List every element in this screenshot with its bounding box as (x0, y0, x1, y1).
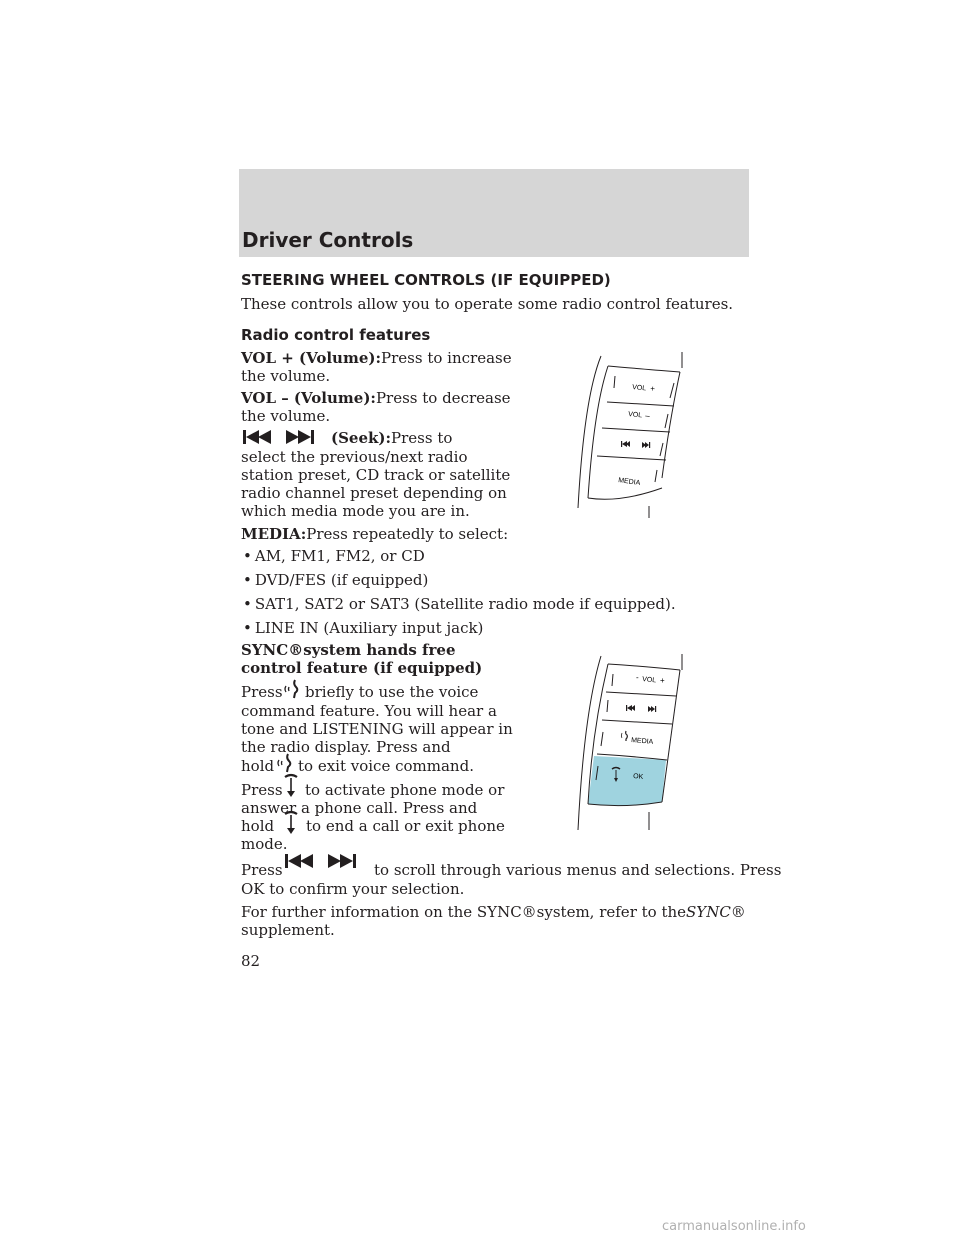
seek-text: Press to (391, 429, 453, 447)
vol-down-line-2: the volume. (241, 407, 331, 425)
bullet-symbol: • (243, 571, 252, 589)
bullet-text: SAT1, SAT2 or SAT3 (Satellite radio mode if equipped). (254, 595, 676, 613)
phone-line-4: mode. (241, 835, 288, 853)
voice-line-3: tone and LISTENING will appear in (241, 720, 513, 738)
phone-icon (283, 772, 299, 798)
seek-label: (Seek): (331, 429, 392, 447)
scroll-line-2: OK to confirm your selection. (241, 880, 465, 898)
media-label: MEDIA: (241, 525, 307, 543)
seek-line-1 (331, 429, 452, 447)
vol-up-plus: + (649, 384, 656, 394)
section-heading: STEERING WHEEL CONTROLS (IF EQUIPPED) (241, 271, 611, 289)
bullet-text: AM, FM1, FM2, or CD (254, 547, 425, 565)
phone-line-3b: to end a call or exit phone (306, 817, 505, 835)
seek-line-3: station preset, CD track or satellite (241, 466, 511, 484)
phone-line-1a: Press (241, 781, 283, 799)
seek-buttons-icon (626, 705, 656, 712)
further-line-2: supplement. (241, 921, 335, 939)
radio-controls-figure (570, 348, 690, 520)
sync-vol-plus: + (660, 676, 665, 685)
bullet-symbol: • (243, 619, 252, 637)
voice-line-5b: to exit voice command. (298, 757, 474, 775)
scroll-line-1b: to scroll through various menus and selections. Press (374, 861, 782, 879)
voice-line-1a: Press (241, 683, 283, 701)
section-intro: These controls allow you to operate some radio control features. (241, 295, 734, 313)
voice-line-2: command feature. You will hear a (241, 702, 497, 720)
ok-button-label: OK (632, 773, 644, 781)
media-text: Press repeatedly to select: (306, 525, 509, 543)
sync-heading-2: control feature (if equipped) (241, 659, 483, 677)
seek-icon (284, 852, 368, 870)
vol-down-minus: – (644, 411, 651, 421)
sync-media-label: MEDIA (630, 737, 654, 746)
voice-line-4: the radio display. Press and (241, 738, 451, 756)
ok-button-highlight (588, 756, 666, 806)
radio-heading: Radio control features (241, 326, 431, 344)
further-line-1 (241, 903, 746, 921)
vol-up-line-1 (241, 349, 512, 367)
vol-up-button-label: VOL (631, 384, 647, 393)
voice-icon (283, 678, 303, 700)
phone-line-3a: hold (241, 817, 275, 835)
vol-down-label: VOL – (Volume): (241, 389, 376, 407)
voice-line-5a: hold (241, 757, 275, 775)
list-item (243, 619, 483, 637)
list-item (243, 547, 425, 565)
sync-vol-minus: - (636, 673, 639, 682)
sync-heading-1: SYNC®system hands free (241, 641, 456, 659)
bullet-symbol: • (243, 595, 252, 613)
sync-controls-figure (570, 652, 690, 832)
seek-line-2: select the previous/next radio (241, 448, 468, 466)
phone-icon (283, 809, 299, 835)
seek-line-4: radio channel preset depending on (241, 484, 507, 502)
sync-supplement-title: SYNC® (686, 903, 746, 921)
phone-line-1b: to activate phone mode or (305, 781, 505, 799)
phone-line-2: answer a phone call. Press and (241, 799, 478, 817)
list-item (243, 571, 428, 589)
list-item (243, 595, 676, 613)
bullet-text: LINE IN (Auxiliary input jack) (254, 619, 484, 637)
voice-icon (622, 731, 628, 741)
seek-icon (242, 428, 324, 446)
watermark: carmanualsonline.info (662, 1219, 806, 1234)
page-title: Driver Controls (242, 228, 414, 252)
sync-vol-label: VOL (641, 676, 657, 685)
page-number: 82 (241, 952, 261, 970)
seek-line-5: which media mode you are in. (241, 502, 470, 520)
vol-down-text: Press to decrease (375, 389, 511, 407)
vol-down-line-1 (241, 389, 511, 407)
vol-down-button-label: VOL (627, 411, 643, 420)
bullet-text: DVD/FES (if equipped) (254, 571, 429, 589)
vol-up-label: VOL + (Volume): (241, 349, 382, 367)
voice-line-1b: briefly to use the voice (305, 683, 479, 701)
vol-up-line-2: the volume. (241, 367, 331, 385)
voice-icon (276, 752, 296, 774)
media-line (241, 525, 508, 543)
further-text: For further information on the SYNC®system, refer to the (241, 903, 687, 921)
bullet-symbol: • (243, 547, 252, 565)
media-button-label: MEDIA (617, 477, 641, 488)
vol-up-text: Press to increase (381, 349, 512, 367)
seek-buttons-icon (621, 441, 650, 448)
scroll-line-1a: Press (241, 861, 283, 879)
